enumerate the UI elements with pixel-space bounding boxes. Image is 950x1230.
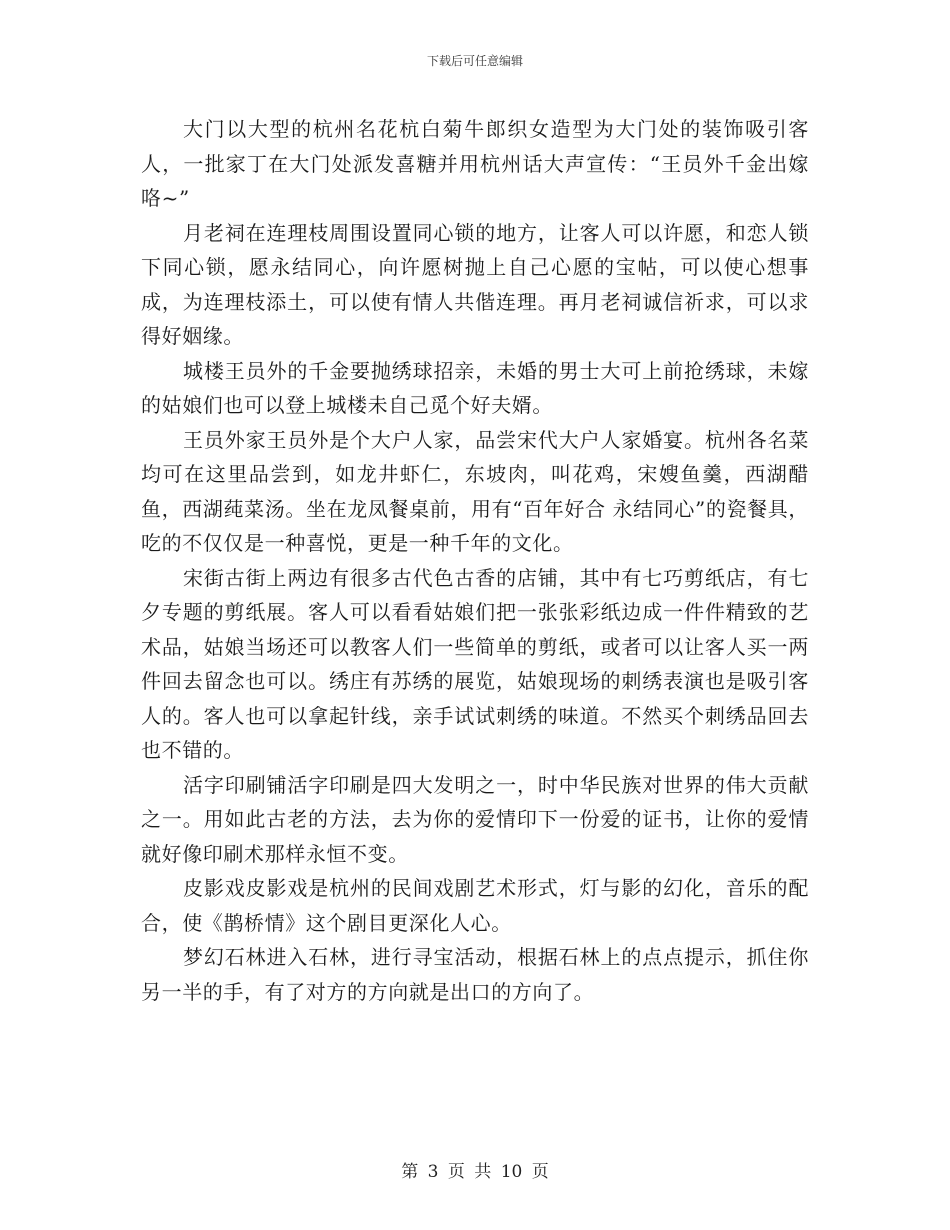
paragraph-city-tower: 城楼王员外的千金要抛绣球招亲，未婚的男士大可上前抢绣球，未嫁的姑娘们也可以登上城楼未自己觅个好夫婿。 xyxy=(141,358,809,417)
page-number: 第 3 页 共 10 页 xyxy=(401,1162,549,1182)
paragraph-shadow-play: 皮影戏皮影戏是杭州的民间戏剧艺术形式，灯与影的幻化，音乐的配合，使《鹊桥情》这个剧目更深化人心。 xyxy=(141,876,809,935)
page-header-note: 下载后可任意编辑 xyxy=(426,54,523,68)
paragraph-gate: 大门以大型的杭州名花杭白菊牛郎织女造型为大门处的装饰吸引客人，一批家丁在大门处派发喜糖并用杭州话大声宣传：“王员外千金出嫁咯~” xyxy=(141,117,809,210)
document-body xyxy=(141,112,809,1009)
paragraph-printing-shop: 活字印刷铺活字印刷是四大发明之一，时中华民族对世界的伟大贡献之一。用如此古老的方法，去为你的爱情印下一份爱的证书，让你的爱情就好像印刷术那样永恒不变。 xyxy=(141,772,809,866)
paragraph-wang-residence: 王员外家王员外是个大户人家，品尝宋代大户人家婚宴。杭州各名菜均可在这里品尝到，如龙井虾仁，东坡肉，叫花鸡，宋嫂鱼羹，西湖醋鱼，西湖莼菜汤。坐在龙凤餐桌前，用有“百年好合 永结同心”的瓷餐具，吃的不仅仅是一种喜悦，更是一种千年的文化。 xyxy=(141,427,809,555)
paragraph-matchmaker-temple: 月老祠在连理枝周围设置同心锁的地方，让客人可以许愿，和恋人锁下同心锁，愿永结同心，向许愿树抛上自己心愿的宝帖，可以使心想事成，为连理枝添土，可以使有情人共偕连理。再月老祠诚信祈求，可以求得好姻缘。 xyxy=(141,220,809,348)
paragraph-stone-forest: 梦幻石林进入石林，进行寻宝活动，根据石林上的点点提示，抓住你另一半的手，有了对方的方向就是出口的方向了。 xyxy=(141,945,809,1004)
paragraph-song-street: 宋街古街上两边有很多古代色古香的店铺，其中有七巧剪纸店，有七夕专题的剪纸展。客人可以看看姑娘们把一张张彩纸边成一件件精致的艺术品，姑娘当场还可以教客人们一些简单的剪纸，或者可以让客人买一两件回去留念也可以。绣庄有苏绣的展览，姑娘现场的刺绣表演也是吸引客人的。客人也可以拿起针线，亲手试试刺绣的味道。不然买个刺绣品回去也不错的。 xyxy=(141,565,809,762)
